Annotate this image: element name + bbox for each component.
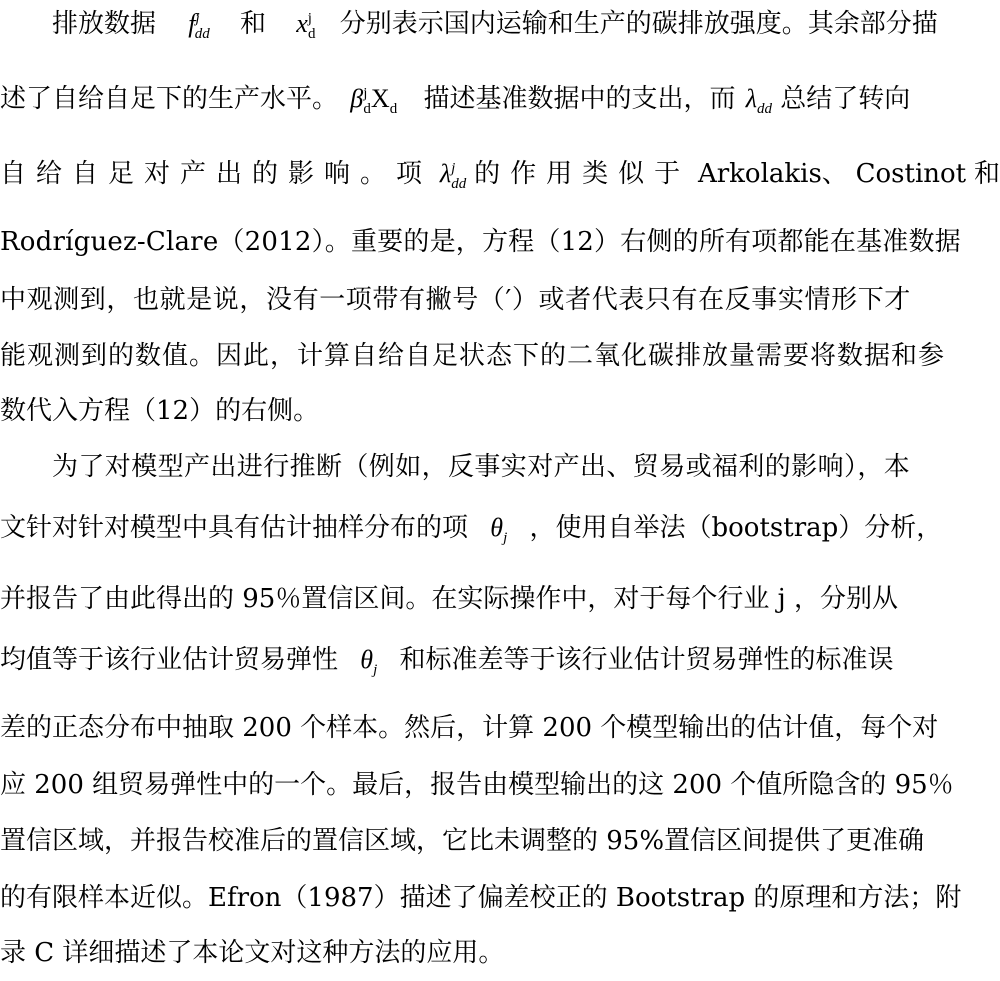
p2-l2-text-b: ，使用自举法（bootstrap）分析， [529,513,943,543]
p1-line-1 [0,0,1000,52]
p2-line-3: 并报告了由此得出的 95％置信区间。在实际操作中，对于每个行业 j ，分别从 [0,584,898,614]
p2-l4-text-b: 和标准差等于该行业估计贸易弹性的标准误 [399,645,894,675]
p1-l1-text-a: 排放数据 [52,9,157,39]
math-lambda-dd-j: $\lambda^j_{dd}$ [439,159,467,193]
p1-line-6: 能观测到的数值。因此，计算自给自足状态下的二氧化碳排放量需要将数据和参 [0,341,946,371]
p1-l2-text-b: 描述基准数据中的支出，而 [423,84,736,114]
p2-line-7: 置信区域，并报告校准后的置信区域，它比未调整的 95%置信区间提供了更准确 [0,826,925,856]
p1-l3-text-c: Arkolakis、 [697,159,848,189]
p1-line-3 [0,146,1000,202]
p2-line-1: 为了对模型产出进行推断（例如，反事实对产出、贸易或福利的影响），本 [52,452,911,482]
p1-l2-text-c: 总结了转向 [780,84,911,114]
math-theta-j-2: $\theta_j$ [360,645,378,679]
p2-l4-text-a: 均值等于该行业估计贸易弹性 [0,645,339,675]
p1-l3-text-a: 自给自足对产出的影响。项 [0,159,433,189]
math-beta-d-j: $\beta^j_dX_d$ [350,84,398,118]
math-theta-j: $\theta_j$ [490,513,508,547]
p1-l3-text-d: Costinot [855,159,967,189]
p1-line-4: Rodríguez-Clare（2012）。重要的是，方程（12）右侧的所有项都能在基准数据 [0,227,961,257]
p1-line-5: 中观测到，也就是说，没有一项带有撇号（′）或者代表只有在反事实情形下才 [0,285,911,315]
p2-line-8: 的有限样本近似。Efron（1987）描述了偏差校正的 Bootstrap 的原理和方法；附 [0,883,962,913]
p1-l1-text-b: 和 [239,9,266,39]
p1-line-7: 数代入方程（12）的右侧。 [0,396,320,426]
p2-line-9: 录 C 详细描述了本论文对这种方法的应用。 [0,938,505,968]
p1-l3-text-b: 的作用类似于 [474,159,691,189]
p1-line-2 [0,71,1000,127]
p2-line-2 [0,500,1000,556]
p1-l3-text-e: 和 [973,159,1000,189]
p2-line-4 [0,632,1000,688]
p2-l2-text-a: 文针对针对模型中具有估计抽样分布的项 [0,513,469,543]
p2-line-5: 差的正态分布中抽取 200 个样本。然后，计算 200 个模型输出的估计值，每个对 [0,713,939,743]
math-f-dd-j: $f^j_{dd}$ [188,9,210,43]
math-x-d-j: $x^j_d$ [296,9,316,43]
p1-l1-text-c: 分别表示国内运输和生产的碳排放强度。其余部分描 [339,9,938,39]
p2-line-6: 应 200 组贸易弹性中的一个。最后，报告由模型输出的这 200 个值所隐含的 95％ [0,770,954,800]
p1-l2-text-a: 述了自给自足下的生产水平。 [0,84,339,114]
math-lambda-dd: $\lambda_{dd}$ [745,84,772,118]
